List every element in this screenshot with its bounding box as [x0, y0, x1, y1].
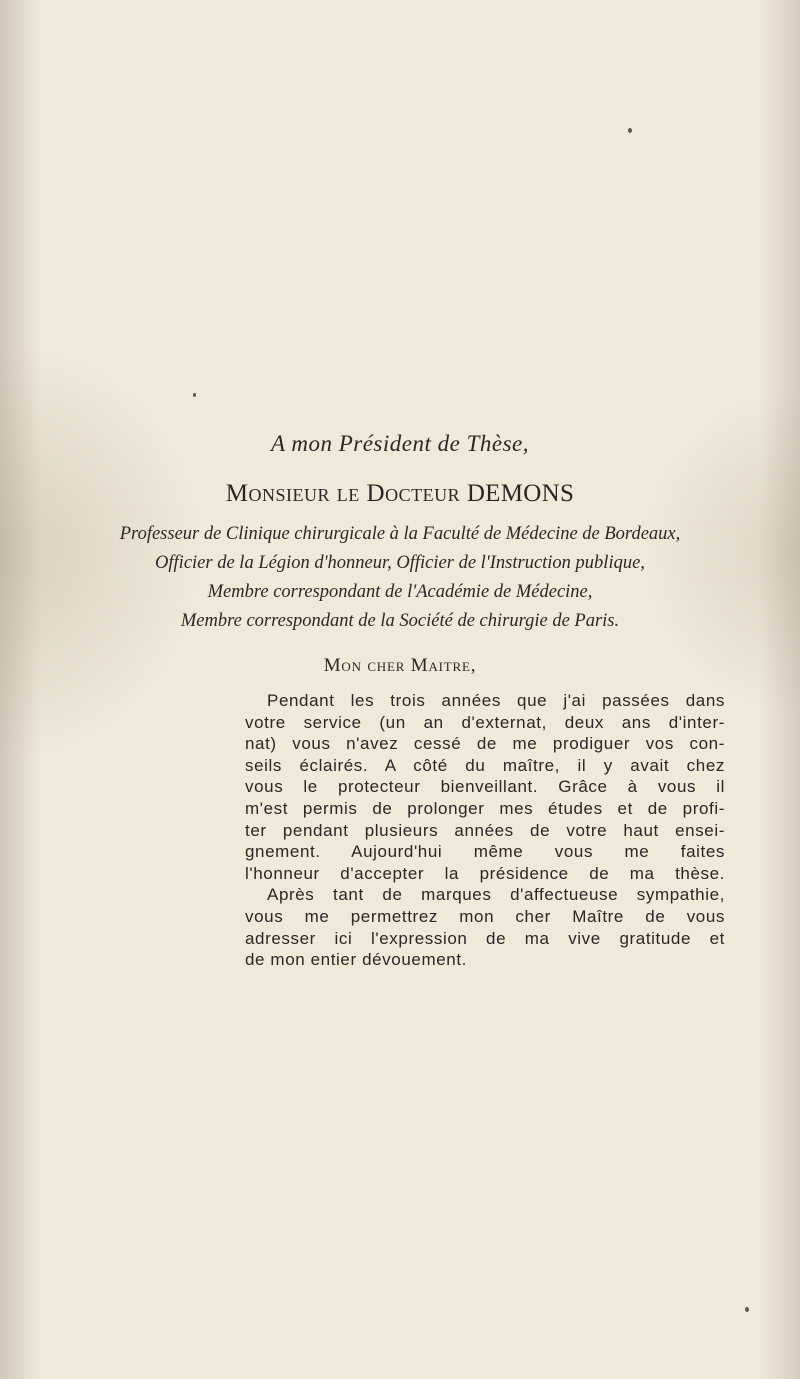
recipient-titles — [0, 520, 800, 636]
ink-speck — [628, 128, 632, 133]
title-line: Membre correspondant de l'Académie de Médecine, — [207, 582, 593, 602]
letter-line: gnement. Aujourd'hui même vous me faites — [245, 842, 725, 862]
salutation: Mon cher Maitre, — [323, 655, 477, 676]
letter-line: votre service (un an d'externat, deux ans d'inter- — [245, 712, 725, 732]
letter-line: vous me permettrez mon cher Maître de vous — [245, 906, 725, 926]
letter-line: m'est permis de prolonger mes études et de profi- — [245, 798, 725, 818]
letter-line: de mon entier dévouement. — [245, 950, 467, 970]
letter-line: adresser ici l'expression de ma vive gratitude et — [245, 928, 725, 948]
letter-body — [245, 690, 725, 971]
title-line: Membre correspondant de la Société de chirurgie de Paris. — [180, 611, 620, 631]
letter-line: seils éclairés. A côté du maître, il y avait chez — [245, 755, 725, 775]
recipient-surname: DEMONS — [466, 480, 575, 507]
letter-line: Pendant les trois années que j'ai passées dans — [267, 691, 725, 710]
letter-line: vous le protecteur bienveillant. Grâce à vous il — [245, 777, 725, 797]
title-line: Officier de la Légion d'honneur, Officier de l'Instruction publique, — [155, 553, 645, 573]
ink-speck — [745, 1307, 749, 1312]
ink-speck — [193, 393, 196, 397]
letter-line: Après tant de marques d'affectueuse sympathie, — [267, 885, 725, 905]
recipient-name — [0, 480, 800, 508]
letter-line: ter pendant plusieurs années de votre haut ensei- — [245, 820, 725, 840]
letter-line: nat) vous n'avez cessé de me prodiguer vos con- — [245, 734, 725, 754]
letter-line: l'honneur d'accepter la présidence de ma thèse. — [245, 863, 725, 883]
recipient-prefix: Monsieur le Docteur — [225, 480, 461, 507]
title-line: Professeur de Clinique chirurgicale à la Faculté de Médecine de Bordeaux, — [119, 524, 681, 544]
dedication-heading: A mon Président de Thèse, — [270, 431, 529, 456]
